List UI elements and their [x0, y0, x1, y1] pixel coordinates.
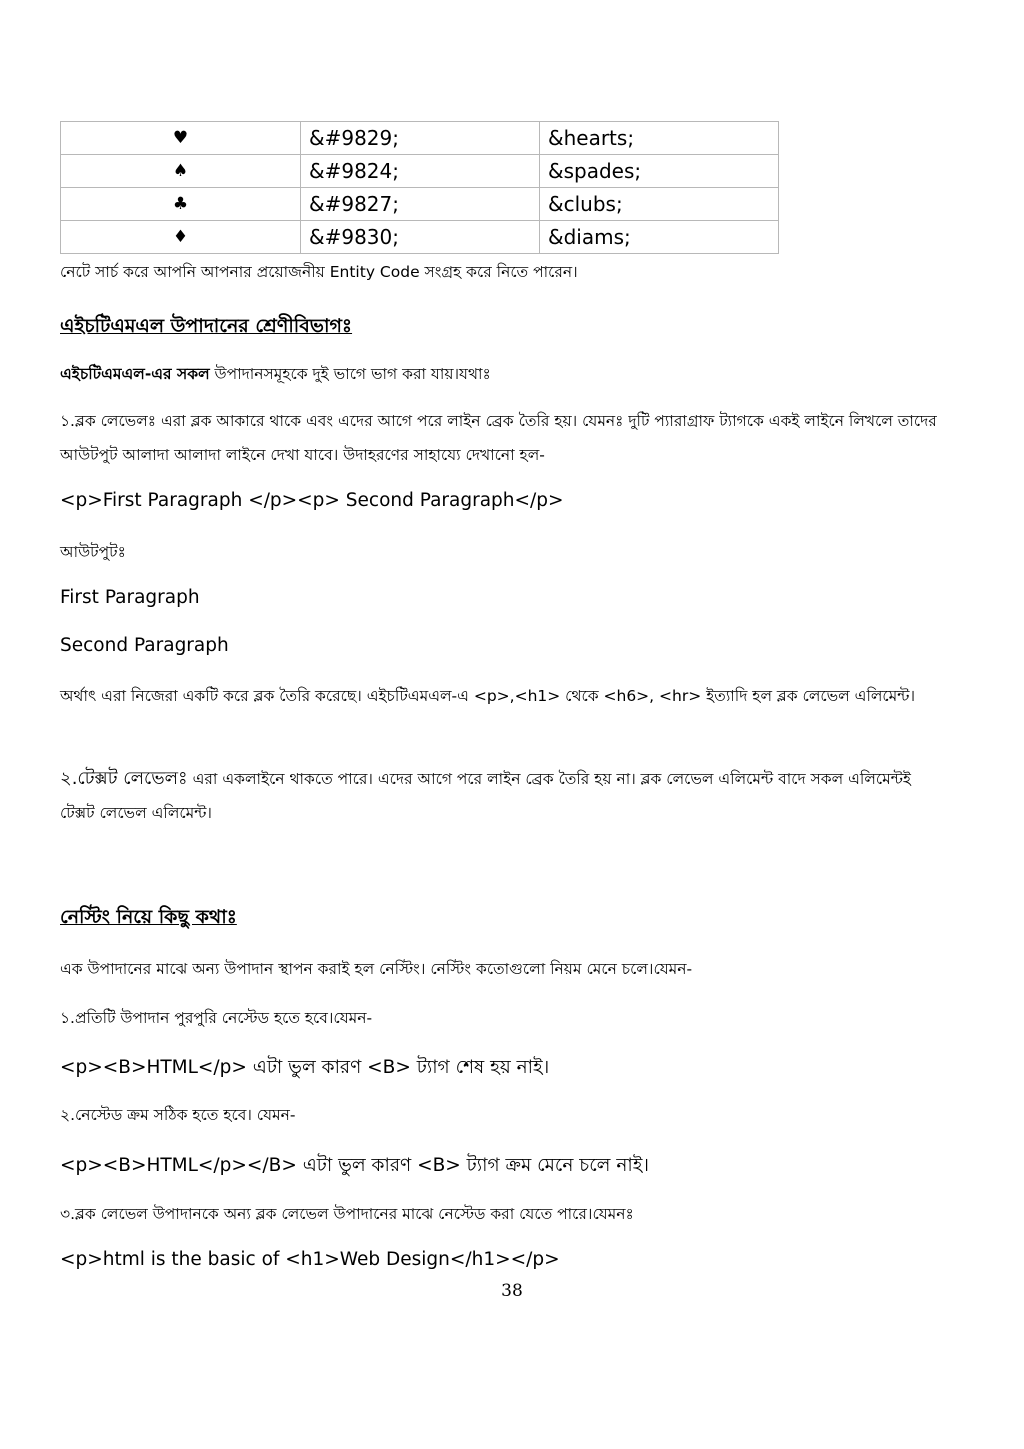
nesting-intro: এক উপাদানের মাঝে অন্য উপাদান স্থাপন করাই হল নেস্টিং। নেস্টিং কতোগুলো নিয়ম মেনে চলে।যেমন- — [60, 960, 693, 978]
text-level-rest: এরা একলাইনে থাকতে পারে। এদের আগে পরে লাইন ব্রেক তৈরি হয় না। ব্লক লেভেল এলিমেন্ট বাদে সকল এলিমেন্টই টেক্সট লেভেল এলিমেন্ট। — [60, 770, 911, 822]
number-code-cell: &#9827; — [301, 188, 540, 221]
section-heading-classification: এইচটিএমএল উপাদানের শ্রেণীবিভাগঃ — [60, 315, 353, 337]
intro-bold-text: এইচটিএমএল-এর সকল — [60, 365, 210, 383]
symbol-cell: ♥ — [61, 122, 301, 155]
table-row — [61, 188, 779, 221]
number-code-cell: &#9830; — [301, 221, 540, 254]
table-row — [61, 221, 779, 254]
code-example-paragraphs: <p>First Paragraph </p><p> Second Paragraph</p> — [60, 490, 564, 511]
nesting-rule-3-example: <p>html is the basic of <h1>Web Design</h1></p> — [60, 1249, 560, 1270]
number-code-cell: &#9824; — [301, 155, 540, 188]
number-code-cell: &#9829; — [301, 122, 540, 155]
table-row — [61, 155, 779, 188]
section-heading-nesting: নেস্টিং নিয়ে কিছু কথাঃ — [60, 906, 237, 928]
output-first-paragraph: First Paragraph — [60, 587, 200, 608]
name-code-cell: &clubs; — [540, 188, 779, 221]
text-level-paragraph — [60, 762, 950, 830]
name-code-cell: &diams; — [540, 221, 779, 254]
nesting-rule-3: ৩.ব্লক লেভেল উপাদানকে অন্য ব্লক লেভেল উপাদানের মাঝে নেস্টেড করা যেতে পারে।যেমনঃ — [60, 1205, 634, 1223]
output-label: আউটপুটঃ — [60, 543, 126, 561]
nesting-rule-2: ২.নেস্টেড ক্রম সঠিক হতে হবে। যেমন- — [60, 1106, 296, 1124]
nesting-rule-1: ১.প্রতিটি উপাদান পুরপুরি নেস্টেড হতে হবে।যেমন- — [60, 1009, 373, 1027]
name-code-cell: &hearts; — [540, 122, 779, 155]
symbol-cell: ♣ — [61, 188, 301, 221]
text-level-lead: ২.টেক্সট লেভেলঃ — [60, 768, 188, 789]
entity-code-table — [60, 121, 779, 254]
entity-code-note: নেটে সার্চ করে আপনি আপনার প্রয়োজনীয় Entity Code সংগ্রহ করে নিতে পারেন। — [60, 263, 578, 281]
symbol-cell: ♦ — [61, 221, 301, 254]
nesting-rule-1-example: <p><B>HTML</p> এটা ভুল কারণ <B> ট্যাগ শেষ হয় নাই। — [60, 1057, 550, 1078]
page-number: 38 — [501, 1281, 523, 1301]
output-second-paragraph: Second Paragraph — [60, 635, 229, 656]
block-level-paragraph: ১.ব্লক লেভেলঃ এরা ব্লক আকারে থাকে এবং এদের আগে পরে লাইন ব্রেক তৈরি হয়। যেমনঃ দুটি প্যারাগ্রাফ ট্যাগকে একই লাইনে লিখলে তাদের আউটপুট আলাদা আলাদা লাইনে দেখা যাবে। উদাহরণের সাহায্যে দেখানো হল- — [60, 412, 937, 464]
classification-intro — [60, 362, 491, 388]
block-level-summary: অর্থাৎ এরা নিজেরা একটি করে ব্লক তৈরি করেছে। এইচটিএমএল-এ <p>,<h1> থেকে <h6>, <hr> ইত্যাদি হল ব্লক লেভেল এলিমেন্ট। — [60, 687, 915, 705]
intro-rest-text: উপাদানসমূহকে দুই ভাগে ভাগ করা যায়।যথাঃ — [209, 365, 491, 383]
symbol-cell: ♠ — [61, 155, 301, 188]
name-code-cell: &spades; — [540, 155, 779, 188]
table-row — [61, 122, 779, 155]
nesting-rule-2-example: <p><B>HTML</p></B> এটা ভুল কারণ <B> ট্যাগ ক্রম মেনে চলে নাই। — [60, 1155, 649, 1176]
